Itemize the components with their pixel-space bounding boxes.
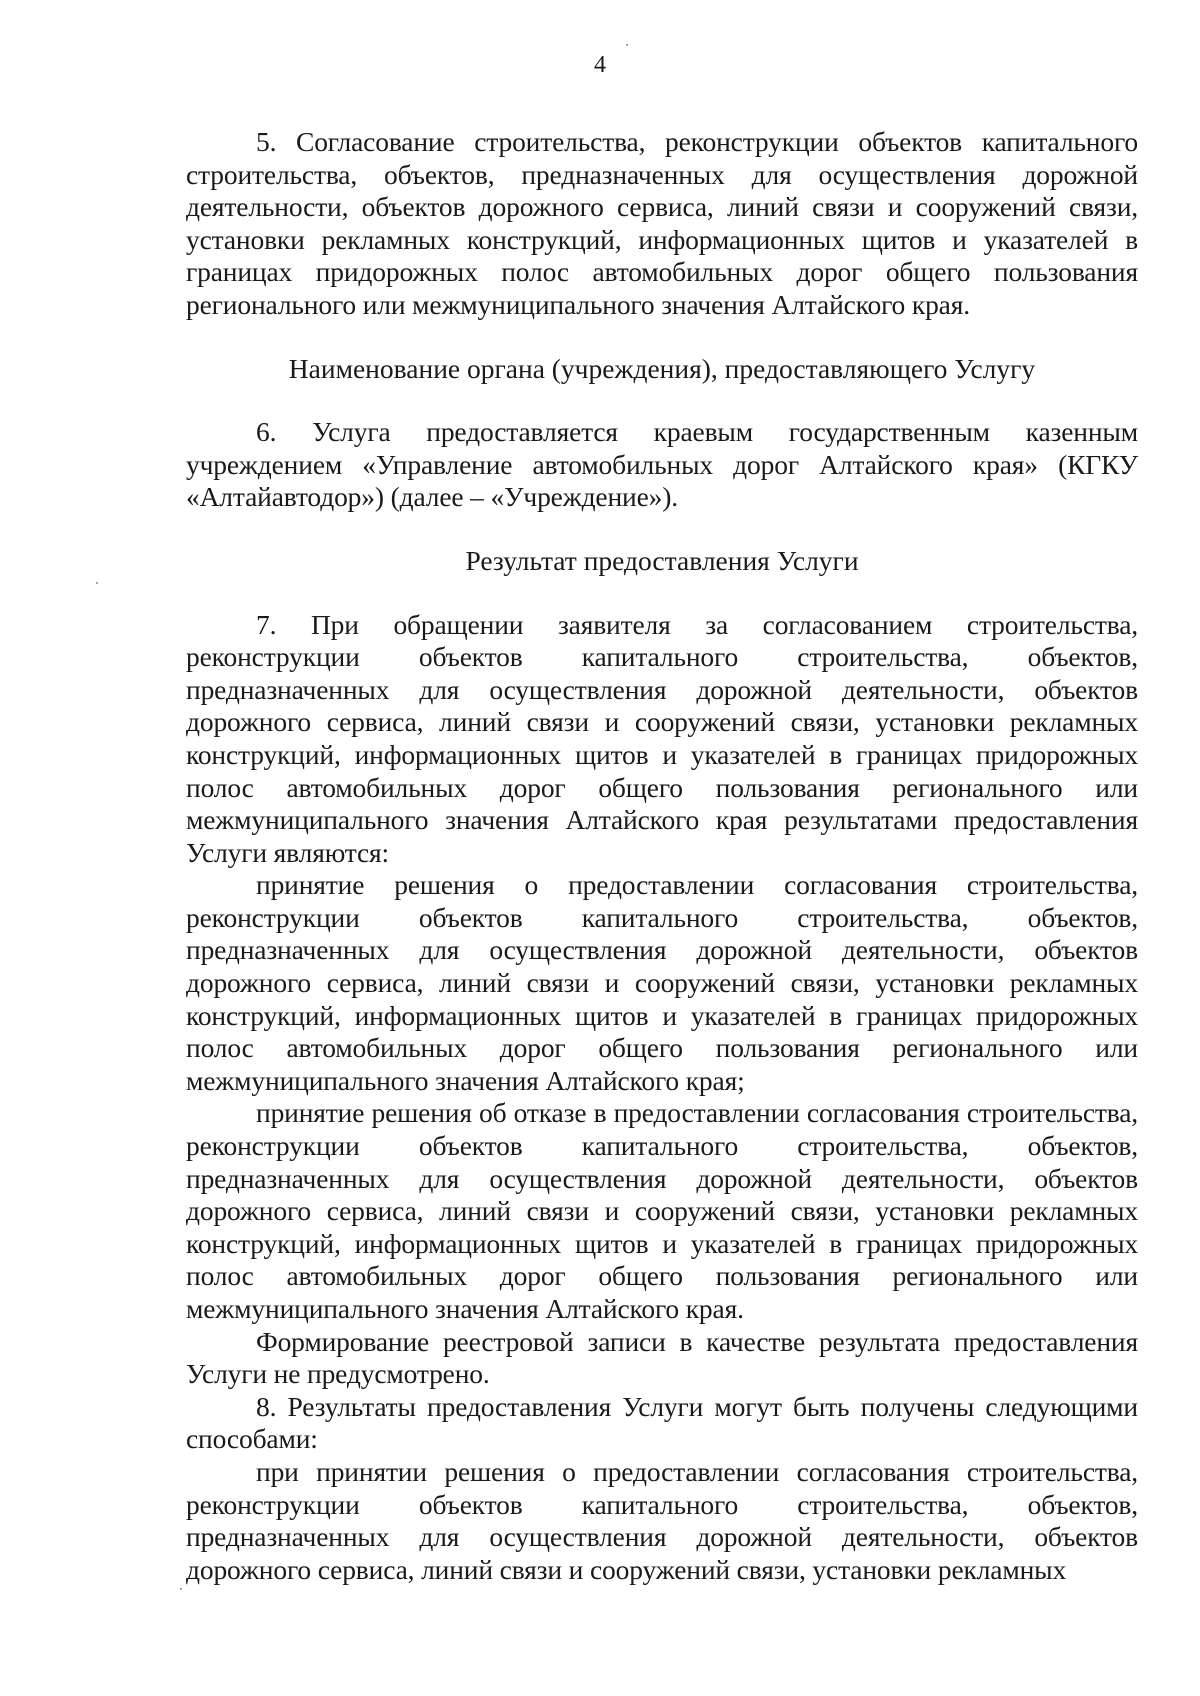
paragraph-8: 8. Результаты предоставления Услуги могут быть получены следующими способами: [186,1390,1138,1455]
paragraph-6: 6. Услуга предоставляется краевым государственным казенным учреждением «Управление автомобильных дорог Алтайского края» (КГКУ «Алтайавтодор») (далее – «Учреждение»). [186,416,1138,513]
scan-speck [96,582,98,584]
paragraph-7: 7. При обращении заявителя за согласованием строительства, реконструкции объектов капитального строительства, объектов, предназначенных для осуществления дорожной деятельности, объектов дорожного сервиса, линий связи и сооружений связи, установки рекламных конструкций, информационных щитов и указателей в границах придорожных полос автомобильных дорог общего пользования регионального или межмуниципального значения Алтайского края результатами предоставления Услуги являются: [186,608,1138,868]
page-number: 4 [594,52,606,78]
document-body [186,126,1138,1586]
scan-speck [180,1588,182,1590]
section-heading-result: Результат предоставления Услуги [465,544,859,576]
paragraph-5: 5. Согласование строительства, реконструкции объектов капитального строительства, объектов, предназначенных для осуществления дорожной деятельности, объектов дорожного сервиса, линий связи и сооружений связи, установки рекламных конструкций, информационных щитов и указателей в границах придорожных полос автомобильных дорог общего пользования регионального или межмуниципального значения Алтайского края. [186,126,1138,320]
paragraph-7-refusal: принятие решения об отказе в предоставлении согласования строительства, реконструкции объектов капитального строительства, объектов, предназначенных для осуществления дорожной деятельности, объектов дорожного сервиса, линий связи и сооружений связи, установки рекламных конструкций, информационных щитов и указателей в границах придорожных полос автомобильных дорог общего пользования регионального или межмуниципального значения Алтайского края. [186,1097,1138,1324]
scan-speck [626,44,628,46]
section-heading-organ: Наименование органа (учреждения), предоставляющего Услугу [288,352,1036,384]
paragraph-7-approval: принятие решения о предоставлении согласования строительства, реконструкции объектов капитального строительства, объектов, предназначенных для осуществления дорожной деятельности, объектов дорожного сервиса, линий связи и сооружений связи, установки рекламных конструкций, информационных щитов и указателей в границах придорожных полос автомобильных дорог общего пользования регионального или межмуниципального значения Алтайского края; [186,869,1138,1096]
paragraph-8-approval: при принятии решения о предоставлении согласования строительства, реконструкции объектов капитального строительства, объектов, предназначенных для осуществления дорожной деятельности, объектов дорожного сервиса, линий связи и сооружений связи, установки рекламных [186,1455,1138,1585]
paragraph-7-registry: Формирование реестровой записи в качестве результата предоставления Услуги не предусмотрено. [186,1325,1138,1390]
